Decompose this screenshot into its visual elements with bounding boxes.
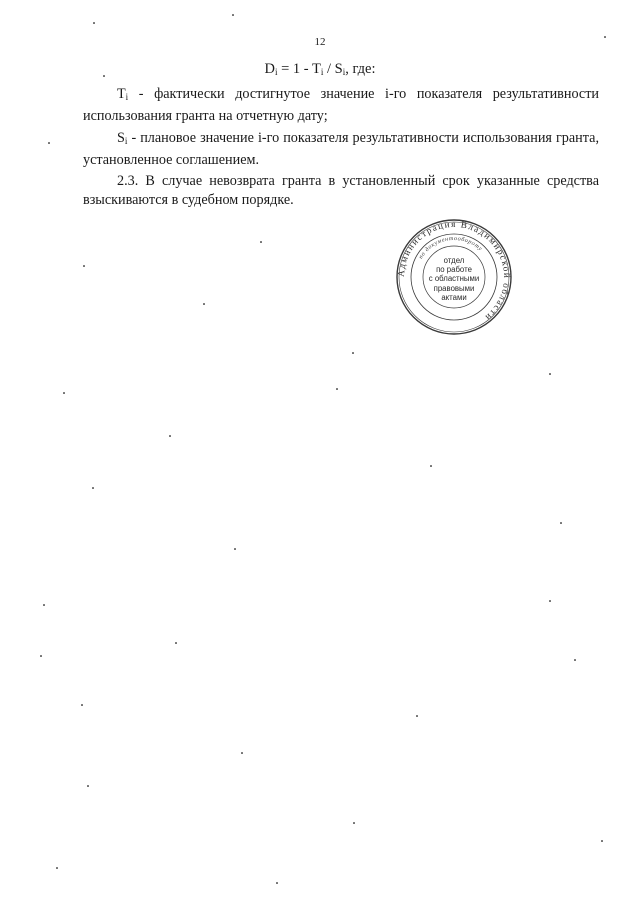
scan-speck bbox=[276, 882, 278, 884]
definition-ti-symbol: T bbox=[117, 86, 126, 102]
formula-mid: = 1 - T bbox=[277, 61, 321, 77]
scan-speck bbox=[63, 392, 65, 394]
stamp-outer-ring: Администрация Владимирской области bbox=[395, 218, 513, 324]
scan-speck bbox=[430, 465, 432, 467]
scan-speck bbox=[352, 352, 354, 354]
scan-speck bbox=[93, 22, 95, 24]
scan-speck bbox=[48, 142, 50, 144]
page-number: 12 bbox=[314, 36, 326, 48]
stamp-center-text bbox=[394, 256, 514, 302]
scan-speck bbox=[103, 75, 105, 77]
scan-speck bbox=[549, 373, 551, 375]
scan-speck bbox=[232, 14, 234, 16]
formula-sep-sub: i bbox=[342, 67, 346, 77]
scan-speck bbox=[40, 655, 42, 657]
scan-speck bbox=[234, 548, 236, 550]
formula-mid-sub: i bbox=[320, 67, 324, 77]
stamp-center-line: с областными bbox=[428, 274, 480, 284]
definition-ti bbox=[83, 85, 599, 126]
scan-speck bbox=[549, 600, 551, 602]
scan-speck bbox=[92, 487, 94, 489]
scan-speck bbox=[81, 704, 83, 706]
scan-speck bbox=[574, 659, 576, 661]
scan-speck bbox=[604, 36, 606, 38]
definition-si bbox=[83, 129, 599, 170]
clause-2-3: 2.3. В случае невозврата гранта в установленный срок указанные средства взыскиваются в судебном порядке. bbox=[83, 173, 599, 208]
formula-sep: / S bbox=[323, 61, 343, 77]
scan-speck bbox=[560, 522, 562, 524]
stamp-center-line: правовыми bbox=[433, 283, 475, 293]
scan-speck bbox=[175, 642, 177, 644]
scan-speck bbox=[260, 241, 262, 243]
stamp-center-line: по работе bbox=[436, 265, 472, 275]
scan-speck bbox=[601, 840, 603, 842]
stamp-inner-ring: по документообороту bbox=[418, 235, 484, 261]
official-stamp bbox=[394, 217, 514, 337]
scan-speck bbox=[87, 785, 89, 787]
formula-tail: , где: bbox=[345, 61, 376, 77]
scan-speck bbox=[43, 604, 45, 606]
formula-lhs: D bbox=[264, 61, 275, 77]
stamp-center-line: актами bbox=[441, 292, 467, 302]
stamp-center-line: отдел bbox=[443, 256, 465, 265]
definition-ti-sub: i bbox=[125, 92, 129, 102]
definition-si-text: - плановое значение i-го показателя результативности использования гранта, установленное соглашением. bbox=[83, 130, 599, 168]
scan-speck bbox=[336, 388, 338, 390]
definition-si-sub: i bbox=[124, 136, 128, 146]
scan-speck bbox=[83, 265, 85, 267]
scan-speck bbox=[241, 752, 243, 754]
scan-speck bbox=[203, 303, 205, 305]
definition-si-symbol: S bbox=[117, 130, 125, 146]
scan-speck bbox=[416, 715, 418, 717]
scan-speck bbox=[56, 867, 58, 869]
scan-speck bbox=[353, 822, 355, 824]
formula bbox=[0, 61, 640, 78]
definition-ti-text: - фактически достигнутое значение i-го показателя результативности использования гранта на отчетную дату; bbox=[83, 86, 599, 124]
scan-speck bbox=[169, 435, 171, 437]
formula-lhs-sub: i bbox=[274, 67, 278, 77]
